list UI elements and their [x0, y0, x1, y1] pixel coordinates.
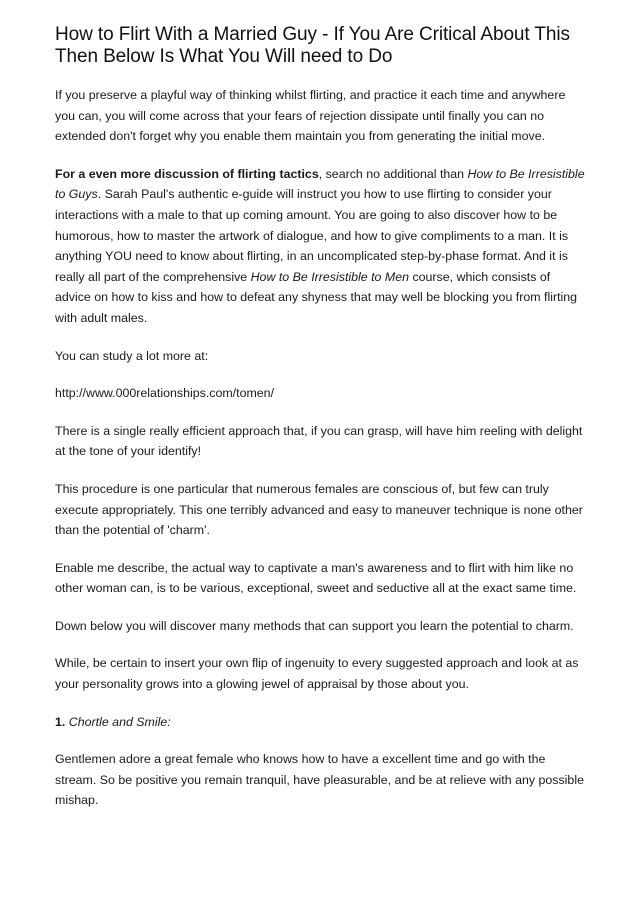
paragraph-methods: Down below you will discover many methods that can support you learn the potential to charm.: [55, 618, 574, 633]
spacer: [55, 329, 587, 346]
bold-phrase: For a even more discussion of flirting tactics: [55, 166, 319, 181]
paragraph-ingenuity: While, be certain to insert your own flip of ingenuity to every suggested approach and look at as your personality grows into a glowing jewel of appraisal by those about you.: [55, 656, 579, 692]
text-run: . Sarah Paul's authentic e-guide will instruct you how to use flirting to consider your interactions with a male to that up coming amount. You are going to also discover how to be humorous, how to master the artwork of dialogue, and how to give compliments to a man. It is anything YOU need to know about flirting, in an uncomplicated step-by-phase format. And it is really all part of the comprehensive: [55, 187, 569, 284]
spacer: [55, 695, 587, 712]
paragraph-discussion: [55, 164, 587, 329]
spacer: [55, 404, 587, 421]
spacer: [55, 541, 587, 558]
spacer: [55, 68, 587, 85]
spacer: [55, 636, 587, 653]
paragraph-intro: If you preserve a playful way of thinking whilst flirting, and practice it each time and anywhere you can, you will come across that your fears of rejection dissipate until finally you can no extended don't forget why you enable them maintain you from generating the initial move.: [55, 88, 566, 144]
paragraph-describe: Enable me describe, the actual way to captivate a man's awareness and to flirt with him like no other woman can, is to be various, exceptional, sweet and seductive all at the exact same time.: [55, 560, 577, 596]
document-page: [55, 0, 587, 811]
paragraph-gentlemen: Gentlemen adore a great female who knows how to have a excellent time and go with the stream. So be positive you remain tranquil, have pleasurable, and be at relieve with any possible mishap.: [55, 752, 584, 808]
spacer: [55, 599, 587, 616]
url-text: http://www.000relationships.com/tomen/: [55, 386, 275, 401]
paragraph-approach: There is a single really efficient approach that, if you can grasp, will have him reeling with delight at the tone of your identify!: [55, 423, 583, 459]
section-number: 1.: [55, 714, 66, 729]
italic-title-guys: How to Be Irresistible to Guys: [55, 166, 585, 202]
spacer: [55, 462, 587, 479]
italic-title-men: How to Be Irresistible to Men: [250, 269, 409, 284]
paragraph-study-more: You can study a lot more at:: [55, 348, 209, 363]
section-heading-1: [55, 712, 587, 733]
text-run: , search no additional than: [318, 166, 468, 181]
spacer: [55, 732, 587, 749]
paragraph-procedure: This procedure is one particular that numerous females are conscious of, but few can truly execute appropriately. This one terribly advanced and easy to maneuver technique is none other than the potential of 'charm'.: [55, 481, 583, 538]
spacer: [55, 366, 587, 383]
text-run: course, which consists of advice on how to kiss and how to defeat any shyness that may well be blocking you from flirting with adult males.: [55, 269, 578, 325]
spacer: [55, 147, 587, 164]
page-title: How to Flirt With a Married Guy - If You Are Critical About This Then Below Is What You Will need to Do: [55, 24, 570, 67]
section-title: Chortle and Smile:: [68, 714, 171, 729]
